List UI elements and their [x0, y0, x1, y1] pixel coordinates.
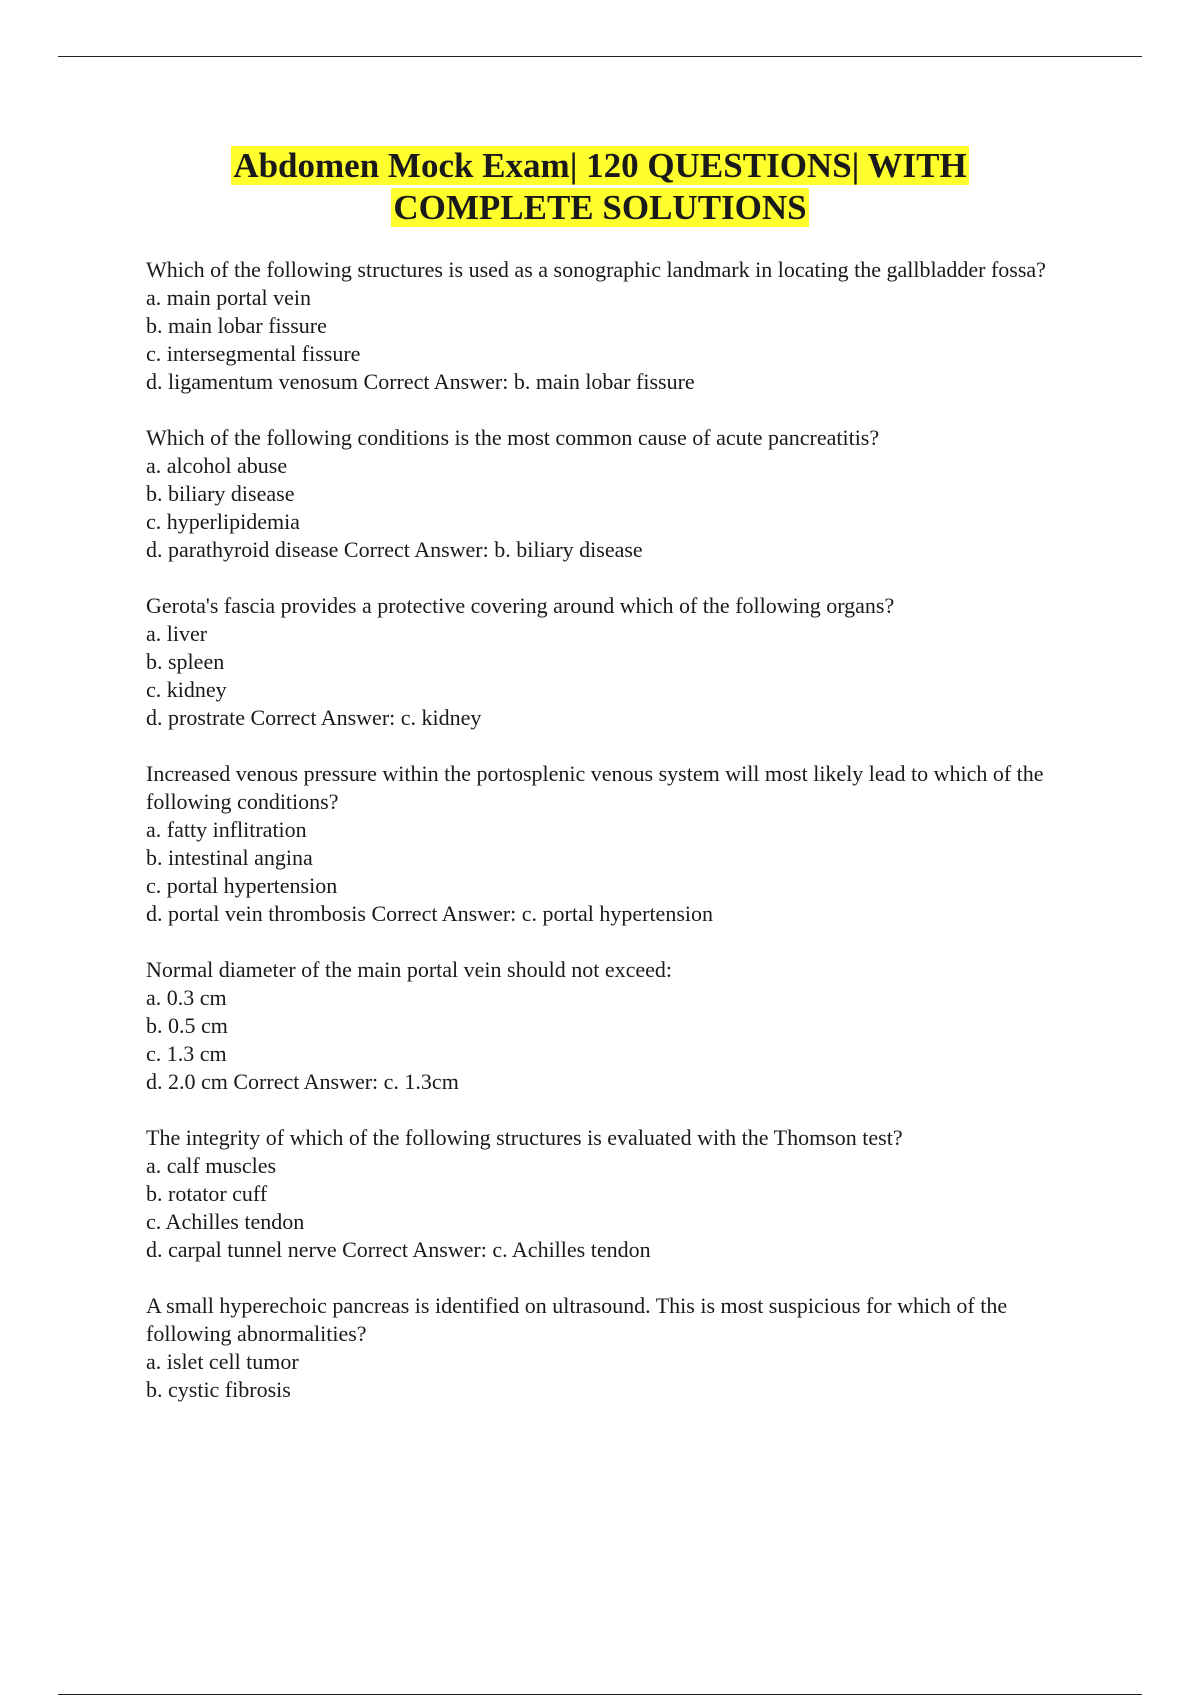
option-a: a. islet cell tumor [146, 1349, 299, 1374]
option-a: a. alcohol abuse [146, 453, 288, 478]
title-line-2: COMPLETE SOLUTIONS [393, 188, 807, 227]
question-text: Which of the following structures is used as a sonographic landmark in locating the gallbladder fossa? [146, 257, 1046, 282]
questions-list [146, 256, 1086, 1432]
option-a: a. calf muscles [146, 1153, 277, 1178]
question-4 [146, 760, 1086, 928]
page-bottom-rule [58, 1694, 1142, 1695]
option-b: b. rotator cuff [146, 1181, 268, 1206]
option-b: b. spleen [146, 649, 225, 674]
option-a: a. fatty inflitration [146, 817, 307, 842]
option-b: b. biliary disease [146, 481, 295, 506]
option-a: a. main portal vein [146, 285, 311, 310]
option-d-with-answer: d. 2.0 cm Correct Answer: c. 1.3cm [146, 1069, 459, 1094]
option-b: b. cystic fibrosis [146, 1377, 291, 1402]
option-b: b. main lobar fissure [146, 313, 327, 338]
option-c: c. kidney [146, 677, 227, 702]
option-c: c. Achilles tendon [146, 1209, 305, 1234]
option-c: c. intersegmental fissure [146, 341, 361, 366]
question-text: The integrity of which of the following structures is evaluated with the Thomson test? [146, 1125, 903, 1150]
option-d-with-answer: d. portal vein thrombosis Correct Answer: c. portal hypertension [146, 901, 713, 926]
question-7 [146, 1292, 1086, 1404]
page-top-rule [58, 56, 1142, 57]
option-b: b. 0.5 cm [146, 1013, 228, 1038]
option-d-with-answer: d. prostrate Correct Answer: c. kidney [146, 705, 482, 730]
question-6 [146, 1124, 1086, 1264]
question-3 [146, 592, 1086, 732]
document-title [0, 145, 1200, 229]
option-d-with-answer: d. parathyroid disease Correct Answer: b. biliary disease [146, 537, 643, 562]
question-5 [146, 956, 1086, 1096]
question-text: Which of the following conditions is the most common cause of acute pancreatitis? [146, 425, 880, 450]
title-line-1: Abdomen Mock Exam| 120 QUESTIONS| WITH [233, 146, 967, 185]
question-text: Normal diameter of the main portal vein should not exceed: [146, 957, 673, 982]
option-a: a. 0.3 cm [146, 985, 227, 1010]
option-c: c. 1.3 cm [146, 1041, 227, 1066]
option-c: c. portal hypertension [146, 873, 338, 898]
option-b: b. intestinal angina [146, 845, 313, 870]
question-2 [146, 424, 1086, 564]
option-a: a. liver [146, 621, 208, 646]
question-1 [146, 256, 1086, 396]
option-d-with-answer: d. carpal tunnel nerve Correct Answer: c. Achilles tendon [146, 1237, 651, 1262]
option-d-with-answer: d. ligamentum venosum Correct Answer: b. main lobar fissure [146, 369, 695, 394]
question-text: Increased venous pressure within the portosplenic venous system will most likely lead to which of the following conditions? [146, 761, 1044, 814]
option-c: c. hyperlipidemia [146, 509, 300, 534]
question-text: A small hyperechoic pancreas is identified on ultrasound. This is most suspicious for which of the following abnormalities? [146, 1293, 1008, 1346]
question-text: Gerota's fascia provides a protective covering around which of the following organs? [146, 593, 895, 618]
